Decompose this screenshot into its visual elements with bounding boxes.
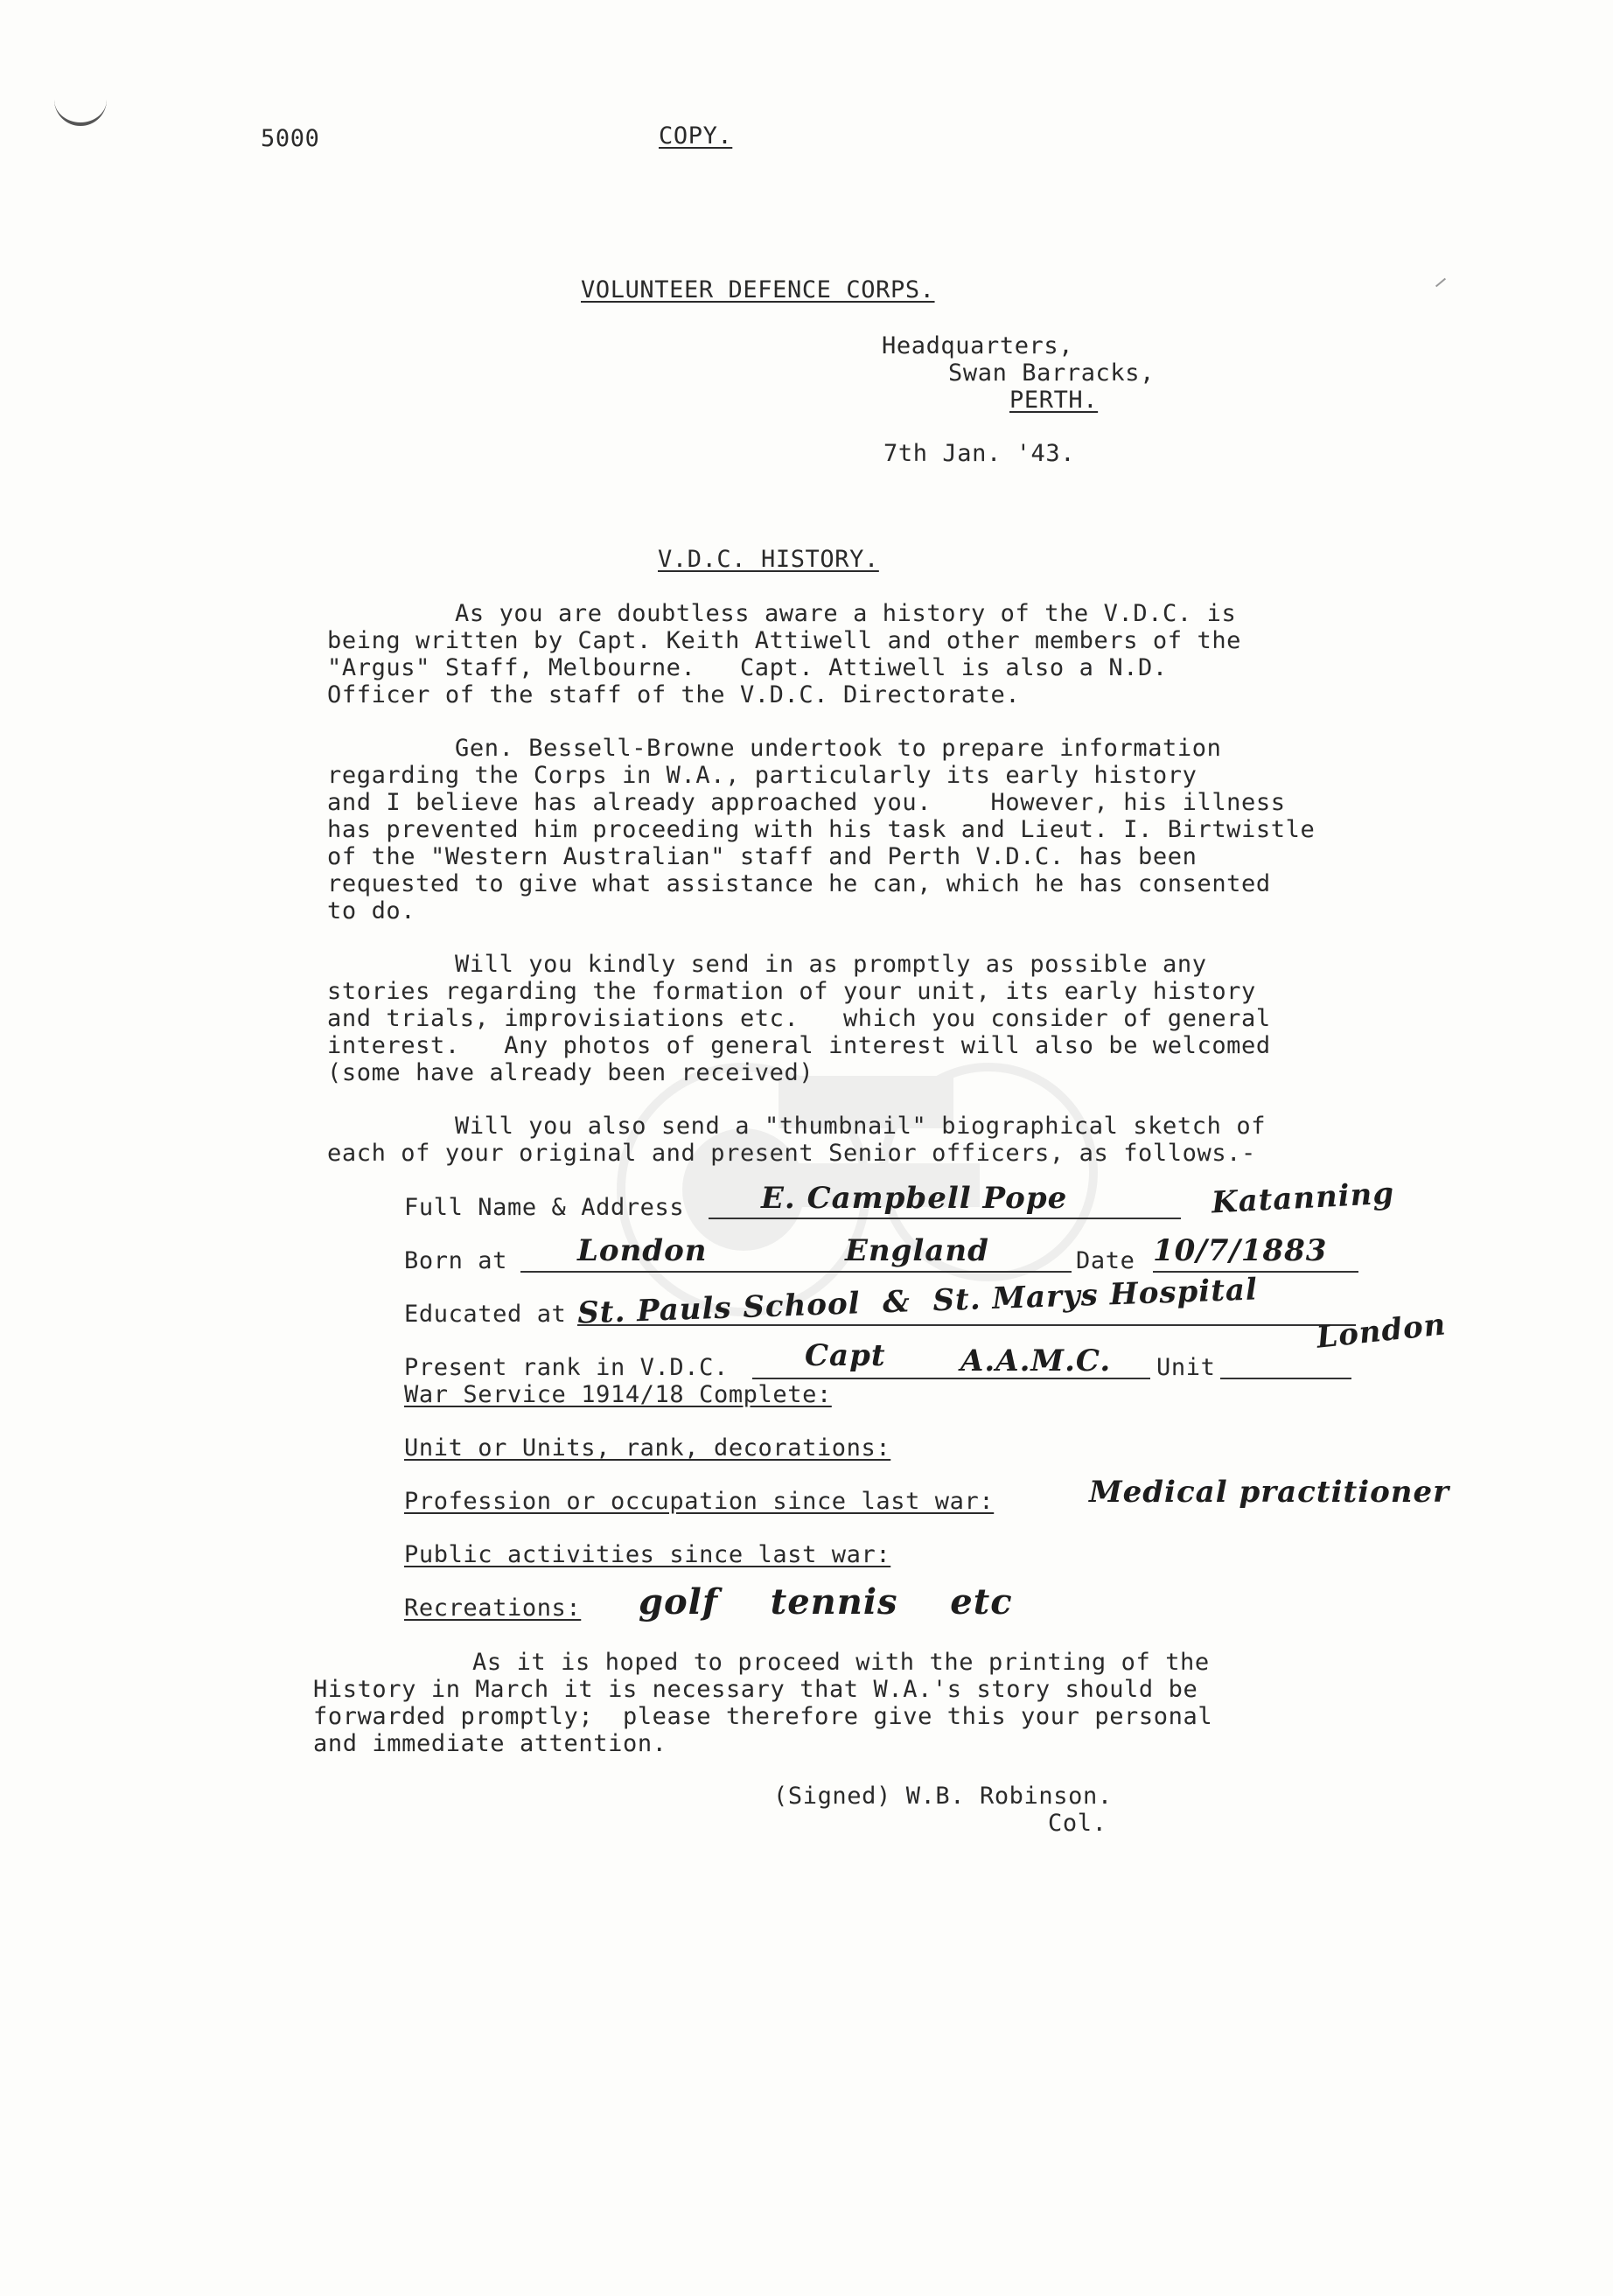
paragraph-2-line: Gen. Bessell-Browne undertook to prepare information	[455, 735, 1222, 762]
rank-label: Present rank in V.D.C.	[404, 1354, 729, 1381]
date-label: Date	[1076, 1247, 1135, 1274]
born-country-value: England	[845, 1233, 989, 1268]
recreations-value: golf tennis etc	[639, 1581, 1013, 1623]
paragraph-3-line: stories regarding the formation of your unit, its early history	[327, 978, 1256, 1005]
document-date: 7th Jan. '43.	[883, 440, 1076, 467]
subject-heading: V.D.C. HISTORY.	[658, 546, 879, 573]
paragraph-1-line: "Argus" Staff, Melbourne. Capt. Attiwell is also a N.D.	[327, 654, 1168, 681]
address-line-2: Swan Barracks,	[948, 359, 1155, 387]
address-value: Katanning	[1211, 1176, 1396, 1221]
reference-number: 5000	[261, 125, 320, 152]
full-name-value: E. Campbell Pope	[761, 1181, 1068, 1216]
paragraph-2-line: requested to give what assistance he can, which he has consented	[327, 870, 1271, 897]
full-name-blank	[709, 1218, 1181, 1219]
stray-mark	[1435, 278, 1446, 288]
born-city-value: London	[577, 1233, 708, 1268]
paragraph-3-line: Will you kindly send in as promptly as possible any	[455, 951, 1207, 978]
full-name-label: Full Name & Address	[404, 1194, 685, 1221]
units-rank-decorations-label: Unit or Units, rank, decorations:	[404, 1434, 891, 1462]
signature-line: (Signed) W.B. Robinson.	[773, 1783, 1113, 1810]
paragraph-1-line: As you are doubtless aware a history of the V.D.C. is	[455, 600, 1237, 627]
paragraph-5-line: History in March it is necessary that W.A.'s story should be	[313, 1676, 1198, 1703]
signature-rank: Col.	[1048, 1810, 1107, 1837]
paragraph-2-line: and I believe has already approached you. However, his illness	[327, 789, 1286, 816]
paragraph-3-line: interest. Any photos of general interest will also be welcomed	[327, 1032, 1271, 1059]
public-activities-label: Public activities since last war:	[404, 1541, 891, 1568]
war-service-label: War Service 1914/18 Complete:	[404, 1381, 832, 1408]
address-line-3: PERTH.	[1009, 387, 1099, 414]
document-title: VOLUNTEER DEFENCE CORPS.	[581, 276, 935, 304]
paragraph-2-line: regarding the Corps in W.A., particularly its early history	[327, 762, 1198, 789]
educated-value-city: London	[1315, 1307, 1449, 1356]
educated-label: Educated at	[404, 1301, 567, 1328]
paragraph-1-line: being written by Capt. Keith Attiwell and other members of the	[327, 627, 1242, 654]
paragraph-2-line: has prevented him proceeding with his task and Lieut. I. Birtwistle	[327, 816, 1316, 843]
paragraph-2-line: to do.	[327, 897, 416, 925]
paragraph-5-line: forwarded promptly; please therefore give this your personal	[313, 1703, 1213, 1730]
educated-value: St. Pauls School & St. Marys Hospital	[576, 1272, 1259, 1331]
rank-value: Capt	[805, 1338, 886, 1373]
paragraph-5-line: and immediate attention.	[313, 1730, 667, 1757]
punch-hole-mark	[54, 84, 107, 126]
paragraph-3-line: and trials, improvisiations etc. which you consider of general	[327, 1005, 1271, 1032]
paragraph-3-line: (some have already been received)	[327, 1059, 814, 1086]
unit-blank	[1220, 1378, 1351, 1379]
profession-label: Profession or occupation since last war:	[404, 1488, 995, 1515]
paragraph-2-line: of the "Western Australian" staff and Perth V.D.C. has been	[327, 843, 1198, 870]
born-label: Born at	[404, 1247, 507, 1274]
paragraph-1-line: Officer of the staff of the V.D.C. Directorate.	[327, 681, 1021, 708]
birth-date-value: 10/7/1883	[1153, 1233, 1328, 1268]
profession-value: Medical practitioner	[1089, 1475, 1450, 1510]
unit-label: Unit	[1156, 1354, 1216, 1381]
born-blank	[520, 1271, 1072, 1273]
recreations-label: Recreations:	[404, 1595, 582, 1622]
paragraph-4-line: Will you also send a "thumbnail" biographical sketch of	[455, 1113, 1267, 1140]
paragraph-4-line: each of your original and present Senior officers, as follows.-	[327, 1140, 1256, 1167]
rank-corps-value: A.A.M.C.	[960, 1343, 1112, 1378]
paragraph-5-line: As it is hoped to proceed with the printing of the	[472, 1649, 1210, 1676]
address-line-1: Headquarters,	[882, 332, 1074, 359]
copy-label: COPY.	[659, 122, 733, 150]
